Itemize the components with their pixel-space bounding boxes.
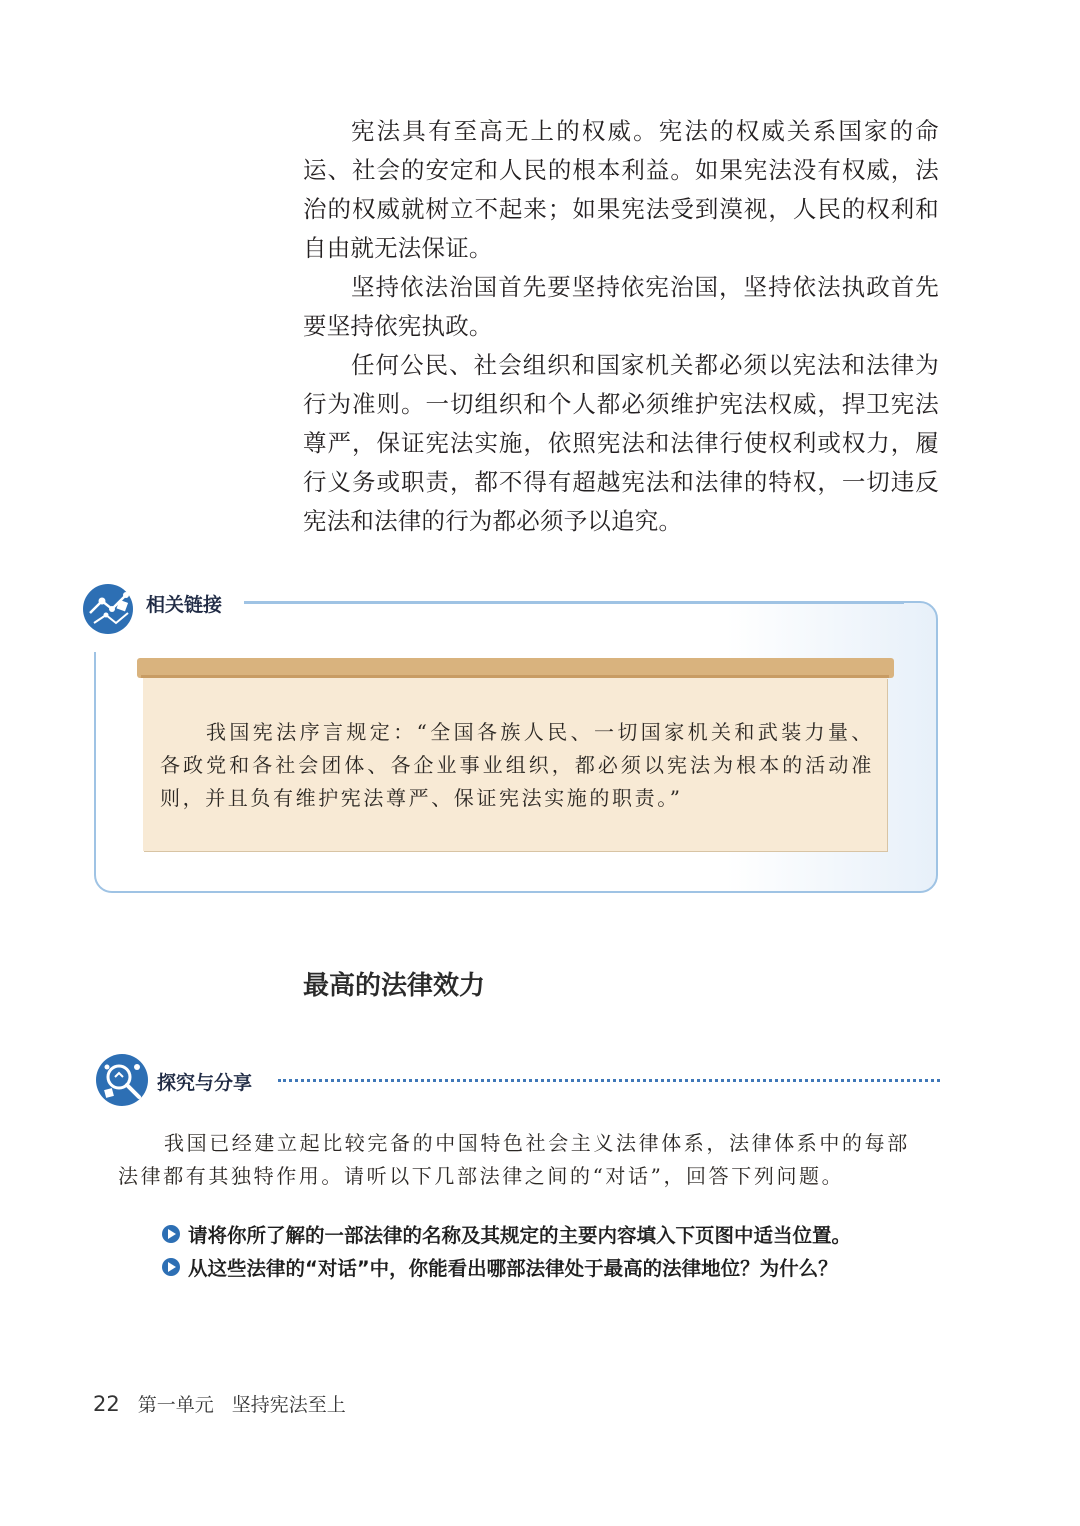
question-text: 请将你所了解的一部法律的名称及其规定的主要内容填入下页图中适当位置。: [188, 1224, 852, 1247]
magnifier-icon: [95, 1053, 149, 1107]
constitution-quote: 我国宪法序言规定：“全国各族人民、一切国家机关和武装力量、各政党和各社会团体、各企业事业组织，都必须以宪法为根本的活动准则，并且负有维护宪法尊严、保证宪法实施的职责。”: [160, 720, 874, 810]
explore-text: 我国已经建立起比较完备的中国特色社会主义法律体系，法律体系中的每部法律都有其独特作用。请听以下几部法律之间的“对话”，回答下列问题。: [118, 1131, 910, 1188]
body-paragraph: 任何公民、社会组织和国家机关都必须以宪法和法律为行为准则。一切组织和个人都必须维护宪法权威，捍卫宪法尊严，保证宪法实施，依照宪法和法律行使权利或权力，履行义务或职责，都不得有超越宪法和法律的特权，一切违反宪法和法律的行为都必须予以追究。: [303, 351, 939, 535]
body-paragraph: 宪法具有至高无上的权威。宪法的权威关系国家的命运、社会的安定和人民的根本利益。如果宪法没有权威，法治的权威就树立不起来；如果宪法受到漠视，人民的权利和自由就无法保证。: [303, 117, 939, 262]
section-heading: 最高的法律效力: [303, 971, 486, 1001]
page-number: 22: [93, 1392, 120, 1416]
unit-title: 坚持宪法至上: [231, 1394, 346, 1416]
puzzle-icon: [82, 583, 134, 635]
unit-name: 第一单元: [137, 1394, 214, 1416]
related-link-label: 相关链接: [146, 594, 223, 616]
question-item: [162, 1253, 838, 1281]
play-bullet-icon: [162, 1258, 180, 1276]
body-text: [303, 112, 939, 541]
related-link-rule: [244, 602, 904, 604]
question-text: 从这些法律的“对话”中，你能看出哪部法律处于最高的法律地位？为什么？: [188, 1257, 838, 1280]
page-footer: [93, 1390, 346, 1417]
question-item: [162, 1220, 851, 1248]
body-paragraph: 坚持依法治国首先要坚持依宪治国，坚持依法执政首先要坚持依宪执政。: [303, 273, 939, 340]
play-bullet-icon: [162, 1225, 180, 1243]
explore-dotted-rule: [278, 1079, 940, 1082]
explore-label: 探究与分享: [157, 1072, 253, 1094]
